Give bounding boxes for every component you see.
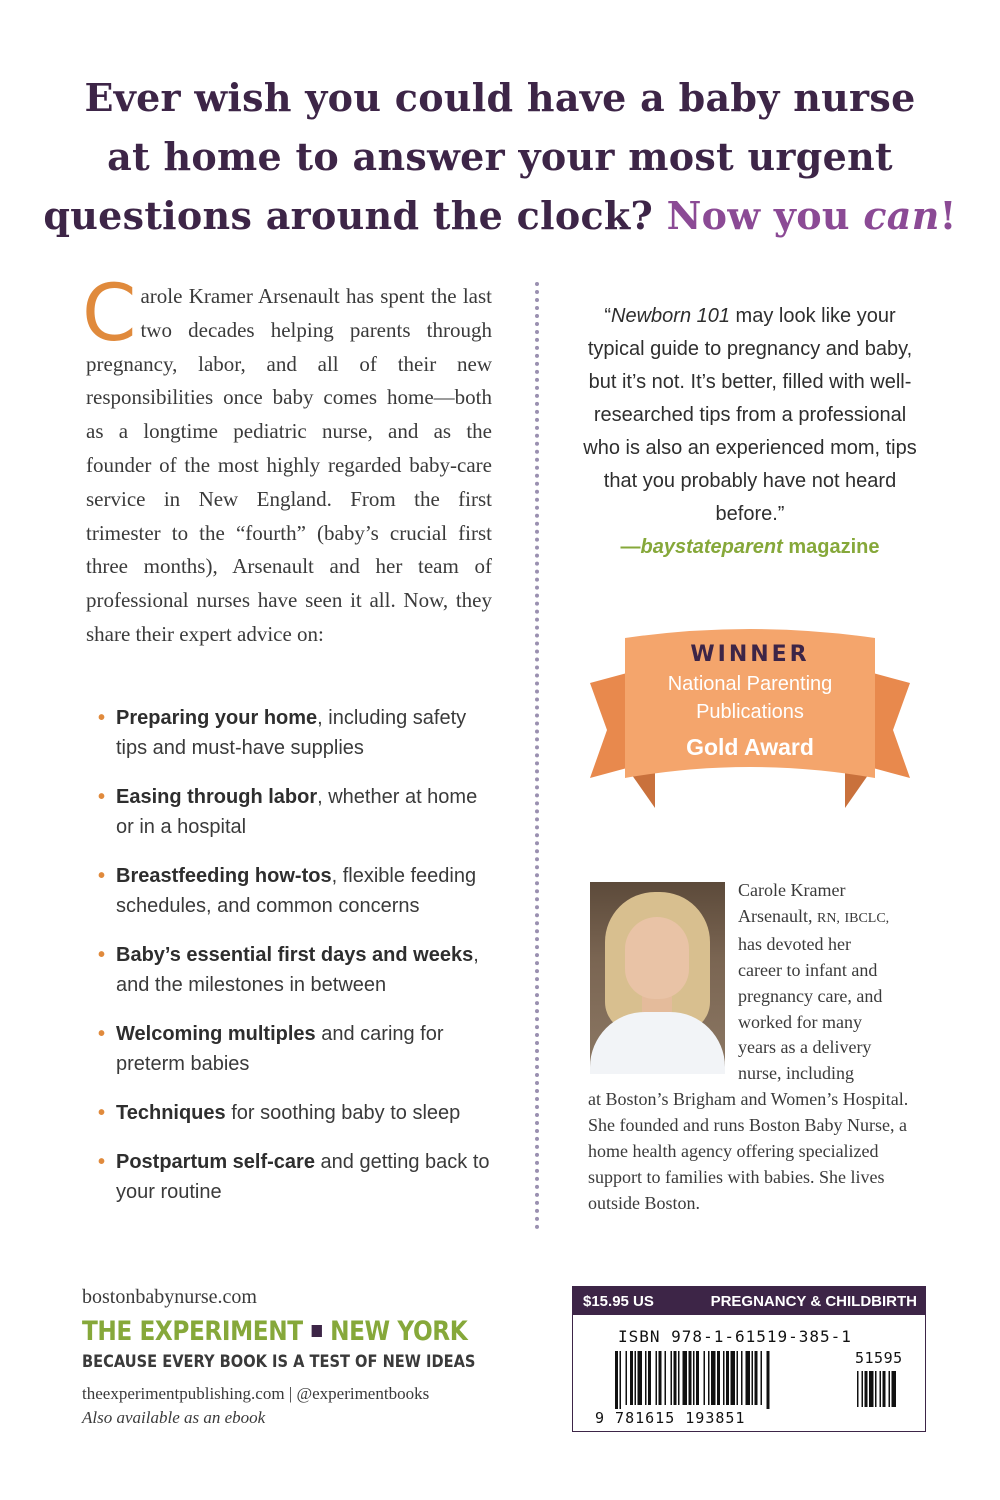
list-item-rest: , including safety tips and must-have supplies	[116, 707, 467, 759]
award-line-2: Publications	[696, 701, 804, 723]
intro-text: arole Kramer Arsenault has spent the last two decades helping parents through pregnancy, labor, and all of their new responsibilities once baby comes home—both as a longtime pediatric nurse, and as the founder of the most highly regarded baby-care service in New England. From the first trimester to the “fourth” (baby’s crucial first three months), Arsenault and her team of professional nurses have seen it all. Now, they share their expert advice on:	[86, 284, 492, 646]
addon-bar	[892, 1371, 897, 1407]
barcode-bar	[741, 1351, 743, 1405]
barcode-bar	[761, 1351, 763, 1405]
barcode-bar	[704, 1351, 706, 1405]
barcode-bar	[635, 1351, 637, 1405]
barcode-bar	[767, 1351, 770, 1409]
list-item	[96, 861, 496, 921]
barcode-bar	[659, 1351, 662, 1405]
author-bio	[588, 878, 928, 1217]
quote-open: “	[604, 305, 612, 327]
list-item-rest: , flexible feeding schedules, and common concerns	[116, 865, 477, 917]
bio-cred-rn: RN,	[816, 910, 840, 926]
barcode-bar	[696, 1351, 699, 1405]
publisher-logo	[82, 1316, 467, 1347]
drop-cap: C	[82, 269, 137, 359]
publisher-city: NEW YORK	[330, 1316, 468, 1347]
bio-name-line	[588, 904, 928, 932]
barcode-bar	[678, 1351, 680, 1405]
award-ribbon	[585, 628, 915, 813]
list-item	[96, 1019, 496, 1079]
barcode-bar	[615, 1351, 618, 1409]
bullet-dot-icon: •	[98, 865, 106, 887]
barcode-bar	[746, 1351, 751, 1405]
list-item-bold: Baby’s essential first days and weeks	[116, 944, 474, 966]
barcode-bar	[626, 1351, 628, 1405]
addon-bar	[865, 1371, 868, 1407]
barcode-bar	[708, 1351, 710, 1405]
list-item-bold: Preparing your home	[116, 707, 318, 729]
list-item-rest: , whether at home or in a hospital	[116, 786, 478, 838]
award-winner: WINNER	[690, 642, 810, 667]
list-item	[96, 782, 496, 842]
isbn-text: ISBN 978-1-61519-385-1	[618, 1327, 852, 1346]
bio-line: pregnancy care, and	[738, 985, 883, 1006]
addon-bar	[880, 1371, 882, 1407]
bullet-dot-icon: •	[98, 1151, 106, 1173]
barcode-box	[572, 1286, 926, 1432]
quote-body: may look like your typical guide to pregnancy and baby, but it’s not. It’s better, filled with well-researched tips from a professional who is also an experienced mom, tips that you probably have not heard before.”	[583, 305, 917, 525]
headline	[40, 68, 960, 245]
barcode-bar	[726, 1351, 729, 1405]
list-item-rest: , and the milestones in between	[116, 944, 479, 996]
bio-line: nurse, including	[738, 1063, 854, 1084]
quote-attribution	[580, 531, 920, 564]
barcode-bar	[638, 1351, 643, 1405]
list-item	[96, 703, 496, 763]
ebook-note: Also available as an ebook	[82, 1408, 266, 1427]
publisher-name: THE EXPERIMENT	[82, 1316, 303, 1347]
advice-list	[96, 703, 496, 1226]
dotted-divider	[535, 282, 539, 1230]
headline-accent-em: can	[863, 193, 940, 238]
addon-digits: 51595	[855, 1349, 903, 1367]
award-line-1: National Parenting	[667, 673, 833, 695]
list-item	[96, 1098, 496, 1128]
attr-source: baystateparent	[640, 536, 783, 558]
award-text	[585, 640, 915, 766]
quote-book-title: Newborn 101	[611, 305, 730, 327]
barcode-bar	[717, 1351, 720, 1405]
barcode-bar	[656, 1351, 658, 1405]
category: PREGNANCY & CHILDBIRTH	[710, 1292, 917, 1310]
publisher-tagline: BECAUSE EVERY BOOK IS A TEST OF NEW IDEAS	[82, 1352, 476, 1372]
addon-bar	[857, 1371, 859, 1407]
review-quote	[580, 300, 920, 564]
addon-bar	[875, 1371, 877, 1407]
addon-bar	[883, 1371, 886, 1407]
headline-accent-post: !	[939, 193, 957, 238]
attr-suffix: magazine	[782, 536, 880, 558]
barcode-bar	[693, 1351, 695, 1405]
intro-paragraph	[82, 269, 492, 652]
barcode-bar	[645, 1351, 647, 1405]
award-line-3: Gold Award	[686, 734, 814, 760]
headline-accent-pre: Now you	[666, 193, 864, 238]
bio-name-2: Arsenault,	[738, 905, 813, 926]
list-item-bold: Postpartum self-care	[116, 1151, 315, 1173]
list-item-bold: Breastfeeding how-tos	[116, 865, 332, 887]
attr-dash: —	[620, 536, 641, 558]
ean-digits: 9 781615 193851	[595, 1409, 746, 1427]
bullet-dot-icon: •	[98, 1023, 106, 1045]
bio-line: career to infant and	[738, 959, 878, 980]
barcode-bar	[671, 1351, 673, 1405]
headline-line-3-question: questions around the clock?	[43, 193, 654, 238]
headline-line-3	[40, 186, 960, 245]
bullet-dot-icon: •	[98, 944, 106, 966]
bullet-dot-icon: •	[98, 786, 106, 808]
bullet-dot-icon: •	[98, 707, 106, 729]
barcode-bar	[683, 1351, 688, 1405]
barcode-bar	[723, 1351, 725, 1405]
barcode-bar	[711, 1351, 716, 1405]
addon-bar	[869, 1371, 874, 1407]
headline-accent	[667, 193, 957, 238]
bio-line: worked for many	[738, 1011, 862, 1032]
bio-cred-ibclc: IBCLC,	[844, 910, 890, 926]
bio-name-1: Carole Kramer	[738, 880, 846, 900]
barcode-bar	[665, 1351, 667, 1405]
bio-line: has devoted her	[738, 933, 851, 954]
barcode-bar	[630, 1351, 633, 1405]
barcode-bar	[731, 1351, 736, 1405]
list-item-rest: and caring for preterm babies	[116, 1023, 444, 1075]
headline-line-2: at home to answer your most urgent	[107, 134, 893, 179]
list-item-bold: Welcoming multiples	[116, 1023, 316, 1045]
publisher-web[interactable]: theexperimentpublishing.com | @experimentbooks	[82, 1384, 430, 1403]
addon-bar	[889, 1371, 891, 1407]
barcode-bar	[752, 1351, 754, 1405]
barcode-bar	[755, 1351, 758, 1405]
addon-bar	[862, 1371, 864, 1407]
list-item-rest: and getting back to your routine	[116, 1151, 490, 1203]
bio-rest: at Boston’s Brigham and Women’s Hospital. She founded and runs Boston Baby Nurse, a home health agency offering specialized support to families with babies. She lives outside Boston.	[588, 1089, 909, 1213]
list-item-rest: for soothing baby to sleep	[225, 1102, 461, 1124]
list-item	[96, 940, 496, 1000]
list-item-bold: Techniques	[116, 1102, 226, 1124]
barcode-bar	[689, 1351, 692, 1405]
price: $15.95 US	[583, 1292, 654, 1310]
barcode-bar	[648, 1351, 651, 1405]
barcode-bar	[674, 1351, 677, 1405]
barcode-bar	[620, 1351, 622, 1409]
bio-line: years as a delivery	[738, 1037, 872, 1058]
barcode-bar	[737, 1351, 739, 1405]
headline-line-1: Ever wish you could have a baby nurse	[84, 75, 916, 120]
barcode-header	[573, 1287, 925, 1315]
bullet-dot-icon: •	[98, 1102, 106, 1124]
list-item	[96, 1147, 496, 1207]
list-item-bold: Easing through labor	[116, 786, 318, 808]
website-link[interactable]: bostonbabynurse.com	[82, 1286, 257, 1308]
square-icon	[311, 1325, 321, 1337]
